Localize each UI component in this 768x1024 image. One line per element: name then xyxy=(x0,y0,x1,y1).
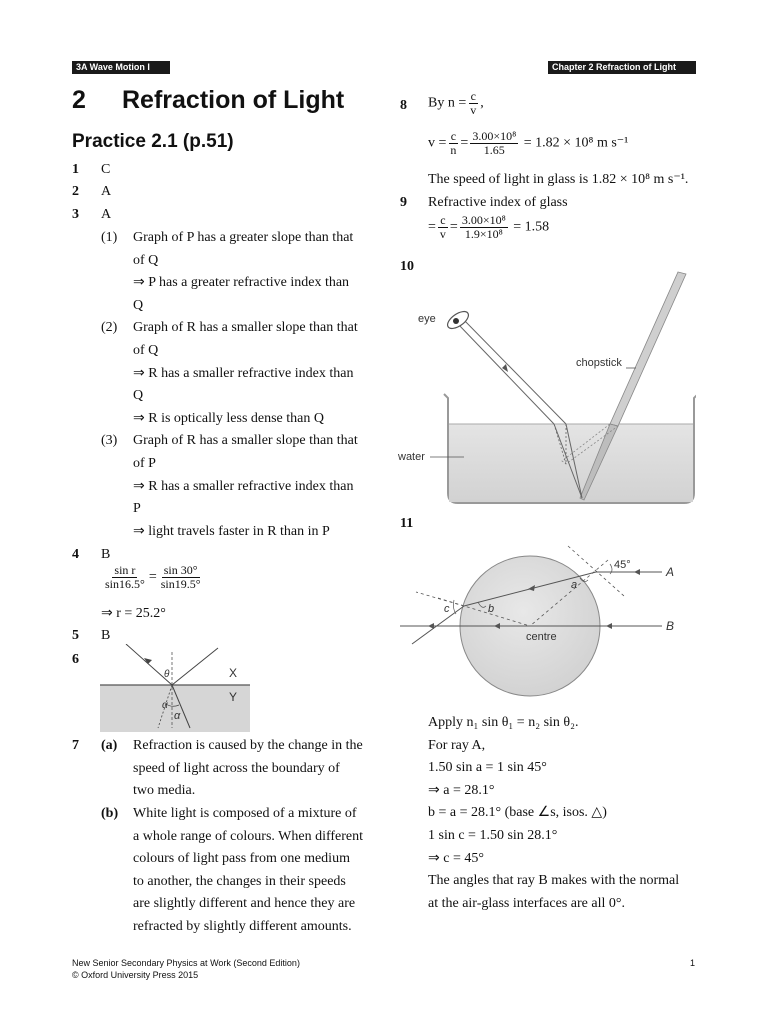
q3-line: of Q xyxy=(133,252,159,268)
q11-ray-b-arrow-1 xyxy=(606,623,612,629)
q7b-line: to another, the changes in their speeds xyxy=(133,873,346,889)
q6-label-y: Y xyxy=(229,690,238,704)
q11-line: b = a = 28.1° (base ∠s, isos. △) xyxy=(428,805,607,821)
q3-answer: A xyxy=(101,207,112,222)
q6-alpha-label-1: α xyxy=(162,700,168,711)
q3-line: P xyxy=(133,501,141,517)
q6-number: 6 xyxy=(72,652,79,667)
q11-line: 1 sin c = 1.50 sin 28.1° xyxy=(428,828,558,843)
q11-line: 1.50 sin a = 1 sin 45° xyxy=(428,760,547,776)
q8-c-over-n: $\frac{c}{n}$ xyxy=(450,129,457,157)
footer-book-title: New Senior Secondary Physics at Work (Second Edition) xyxy=(72,958,300,968)
q3-line: Q xyxy=(133,297,144,313)
chapter-title-text: Refraction of Light xyxy=(122,86,345,114)
q3-line: ⇒ R has a smaller refractive index than xyxy=(133,478,354,494)
q3-line: of P xyxy=(133,456,156,471)
q3-line: ⇒ P has a greater refractive index than xyxy=(133,275,350,291)
q3-line: Q xyxy=(133,388,144,404)
q10-number: 10 xyxy=(400,259,414,274)
q3-line: of Q xyxy=(133,343,159,358)
q11-a-label: a xyxy=(571,579,578,591)
q3-sub-label: (3) xyxy=(101,433,118,449)
footer-copyright: © Oxford University Press 2015 xyxy=(72,970,199,980)
page-number: 1 xyxy=(690,958,696,968)
q11-line: For ray A, xyxy=(428,737,486,753)
q11-ray-b-label: B xyxy=(666,619,675,633)
q3-line: Graph of P has a greater slope than that xyxy=(133,230,354,245)
q6-theta-label: θ xyxy=(164,669,170,680)
q3-line: ⇒ R is optically less dense than Q xyxy=(133,410,324,426)
q3-sub-label: (1) xyxy=(101,230,118,245)
q4-answer: B xyxy=(101,547,111,562)
q7b-line: colours of light pass from one medium xyxy=(133,851,350,867)
q7b-label: (b) xyxy=(101,806,119,821)
q11-angle-label: 45° xyxy=(614,559,631,571)
chapter-number: 2 xyxy=(72,86,86,114)
q3-sub-label: (2) xyxy=(101,320,118,336)
header-left: 3A Wave Motion I xyxy=(72,61,170,74)
q9-calculation: = $\frac{c}{v}$ = $\frac{\text{3.00×10⁸}}{\text{1.9×10⁸}}$ = 1.58 xyxy=(428,213,550,241)
q11-b-label: b xyxy=(488,603,495,615)
q1-answer: C xyxy=(101,162,111,177)
q4-fraction-1: $\frac{\text{sin r}}{\sin 16.5^\circ}$ xyxy=(105,563,145,591)
q6-label-x: X xyxy=(229,666,238,680)
q7b-line: White light is composed of a mixture of xyxy=(133,806,357,821)
q7a-label: (a) xyxy=(101,738,118,753)
q4-fraction-2: $\frac{\sin 30^\circ}{\sin 19.5^\circ}$ xyxy=(160,563,201,591)
q8-conclusion: The speed of light in glass is 1.82 × 10⁸ m s⁻¹. xyxy=(428,172,689,187)
q7a-line: speed of light across the boundary of xyxy=(133,760,340,776)
q9-c-over-v: $\frac{c}{v}$ xyxy=(439,213,446,241)
q2-answer: A xyxy=(101,184,112,199)
header-right: Chapter 2 Refraction of Light xyxy=(548,61,696,74)
q11-ray-a-label: A xyxy=(666,565,675,579)
q11-c-label: c xyxy=(444,603,450,615)
q9-number: 9 xyxy=(400,195,407,210)
q10-chopstick-above xyxy=(610,272,686,426)
chapter-title xyxy=(72,86,344,115)
q3-line: Graph of R has a smaller slope than that xyxy=(133,320,358,336)
q11-ray-a-arrow xyxy=(634,569,640,575)
q5-answer: B xyxy=(101,628,111,643)
q3-number: 3 xyxy=(72,207,79,222)
q10-chopstick-label: chopstick xyxy=(576,357,622,369)
q11-normal-2-ext xyxy=(416,592,464,606)
q3-line: ⇒ light travels faster in R than in P xyxy=(133,523,330,539)
q5-number: 5 xyxy=(72,628,79,643)
q11-ray-a-emergent xyxy=(412,606,464,644)
q2-number: 2 xyxy=(72,184,79,199)
q4-equation: $\frac{\text{sin r}}{\sin 16.5^\circ}$ = $\frac{\sin 30^\circ}{\sin 19.5^\circ}$ xyxy=(105,563,201,591)
q8-c-over-v: $\frac{c}{v}$ xyxy=(470,89,477,117)
q8-formula: By n = $\frac{c}{v}$ , xyxy=(428,89,484,117)
q9-value-fraction: $\frac{\text{3.00×10⁸}}{\text{1.9×10⁸}}$ xyxy=(461,213,506,241)
q10-eye-label: eye xyxy=(418,313,436,325)
q9-title: Refractive index of glass xyxy=(428,195,568,210)
q8-value-fraction: $\frac{\text{3.00×10⁸}}{1.65}$ xyxy=(472,129,517,157)
q1-number: 1 xyxy=(72,162,79,177)
practice-title: Practice 2.1 (p.51) xyxy=(72,131,234,152)
q10-chopstick-diagram xyxy=(396,268,696,508)
q11-line: The angles that ray B makes with the normal xyxy=(428,873,680,889)
q7b-line: a whole range of colours. When different xyxy=(133,828,364,844)
q7b-line: are slightly different and hence they are xyxy=(133,896,356,912)
q11-line: Apply n₁ sin θ₁ = n₂ sin θ₂. xyxy=(428,715,579,730)
q11-centre-label: centre xyxy=(526,631,557,643)
q4-result: ⇒ r = 25.2° xyxy=(101,606,166,621)
q11-line: ⇒ c = 45° xyxy=(428,850,484,866)
q7a-line: two media. xyxy=(133,783,196,799)
q6-refraction-diagram xyxy=(100,644,250,732)
q7a-line: Refraction is caused by the change in the xyxy=(133,738,363,753)
q8-calculation: v = $\frac{c}{n}$ = $\frac{\text{3.00×10⁸}}{1.65}$ = 1.82 × 10⁸ m s⁻¹ xyxy=(428,129,629,157)
q11-line: ⇒ a = 28.1° xyxy=(428,782,495,798)
q8-number: 8 xyxy=(400,98,407,113)
q11-number: 11 xyxy=(400,516,414,531)
q6-alpha-label-2: α xyxy=(174,710,181,722)
q10-ray-1 xyxy=(458,324,554,424)
q6-reflected-ray xyxy=(172,648,218,685)
q10-ray-2 xyxy=(462,318,566,424)
q11-sphere-diagram xyxy=(398,540,696,710)
q7-number: 7 xyxy=(72,738,79,753)
q10-water xyxy=(449,424,693,502)
q7b-line: refracted by slightly different amounts. xyxy=(133,919,352,934)
q11-line: at the air-glass interfaces are all 0°. xyxy=(428,895,625,911)
q3-line: Graph of R has a smaller slope than that xyxy=(133,433,358,449)
q3-line: ⇒ R has a smaller refractive index than xyxy=(133,365,354,381)
q10-water-label: water xyxy=(398,451,425,463)
q4-number: 4 xyxy=(72,547,79,562)
q10-eye-pupil xyxy=(453,318,459,324)
